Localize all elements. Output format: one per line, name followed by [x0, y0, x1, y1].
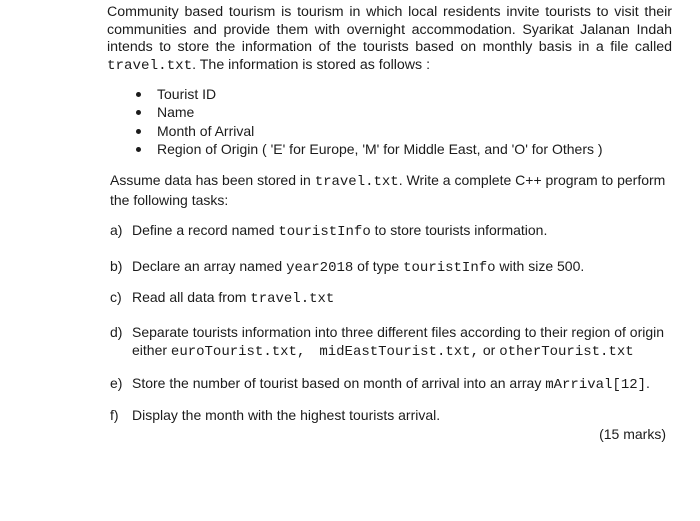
task-b [110, 258, 584, 278]
task-label: e) [110, 375, 123, 391]
task-text: Declare an array named [132, 258, 287, 274]
task-text: Store the number of tourist based on month of arrival into an array [132, 375, 546, 391]
task-text-end: . [646, 375, 650, 391]
intro-text: Community based tourism is tourism in which local residents invite tourists to visit their communities and provide them with overnight accommodation. Syarikat Jalanan Indah intends to store the information of the tourists based on monthly basis in a file called [107, 4, 672, 56]
task-text-end: with size 500. [495, 258, 585, 274]
field-item: Region of Origin ( 'E' for Europe, 'M' for Middle East, and 'O' for Others ) [135, 140, 603, 158]
intro-filename: travel.txt [107, 57, 193, 74]
task-text-middle: of type [353, 258, 404, 274]
task-label: b) [110, 258, 123, 274]
task-a [110, 222, 547, 242]
task-text-end: to store tourists information. [370, 222, 548, 238]
task-d [110, 324, 664, 361]
field-item: Name [135, 103, 603, 121]
task-text: Read all data from [132, 289, 251, 305]
task-text: or [478, 341, 500, 358]
task-f [110, 407, 440, 425]
task-code: touristInfo [403, 260, 496, 276]
task-text: either [132, 341, 171, 358]
task-filename: midEastTourist.txt, [319, 343, 479, 360]
task-label: f) [110, 407, 119, 423]
task-label: d) [110, 324, 123, 340]
task-c [110, 289, 334, 309]
task-text: Separate tourists information into three different files according to their region of origin [132, 324, 665, 340]
task-code: touristInfo [278, 224, 371, 240]
assume-text: Assume data has been stored in [110, 172, 315, 188]
field-list [135, 85, 603, 158]
task-label: c) [110, 289, 122, 305]
field-item: Tourist ID [135, 85, 603, 103]
intro-paragraph [107, 4, 672, 75]
task-e [110, 375, 650, 395]
task-filename: euroTourist.txt, [170, 343, 306, 360]
assumption-paragraph [110, 172, 675, 209]
task-text: Display the month with the highest tourists arrival. [132, 407, 441, 423]
task-filename: otherTourist.txt [499, 343, 634, 360]
task-code: mArrival[12] [545, 377, 647, 393]
task-code: travel.txt [250, 291, 335, 307]
marks-label: (15 marks) [599, 426, 666, 442]
field-item: Month of Arrival [135, 122, 603, 140]
assume-filename: travel.txt [314, 174, 399, 190]
task-label: a) [110, 222, 123, 238]
task-text: Define a record named [132, 222, 279, 238]
assume-text-end: . Write a complete C++ program to perform the following tasks: [110, 172, 666, 208]
intro-text-end: . The information is stored as follows : [192, 56, 431, 73]
task-code: year2018 [286, 260, 354, 276]
